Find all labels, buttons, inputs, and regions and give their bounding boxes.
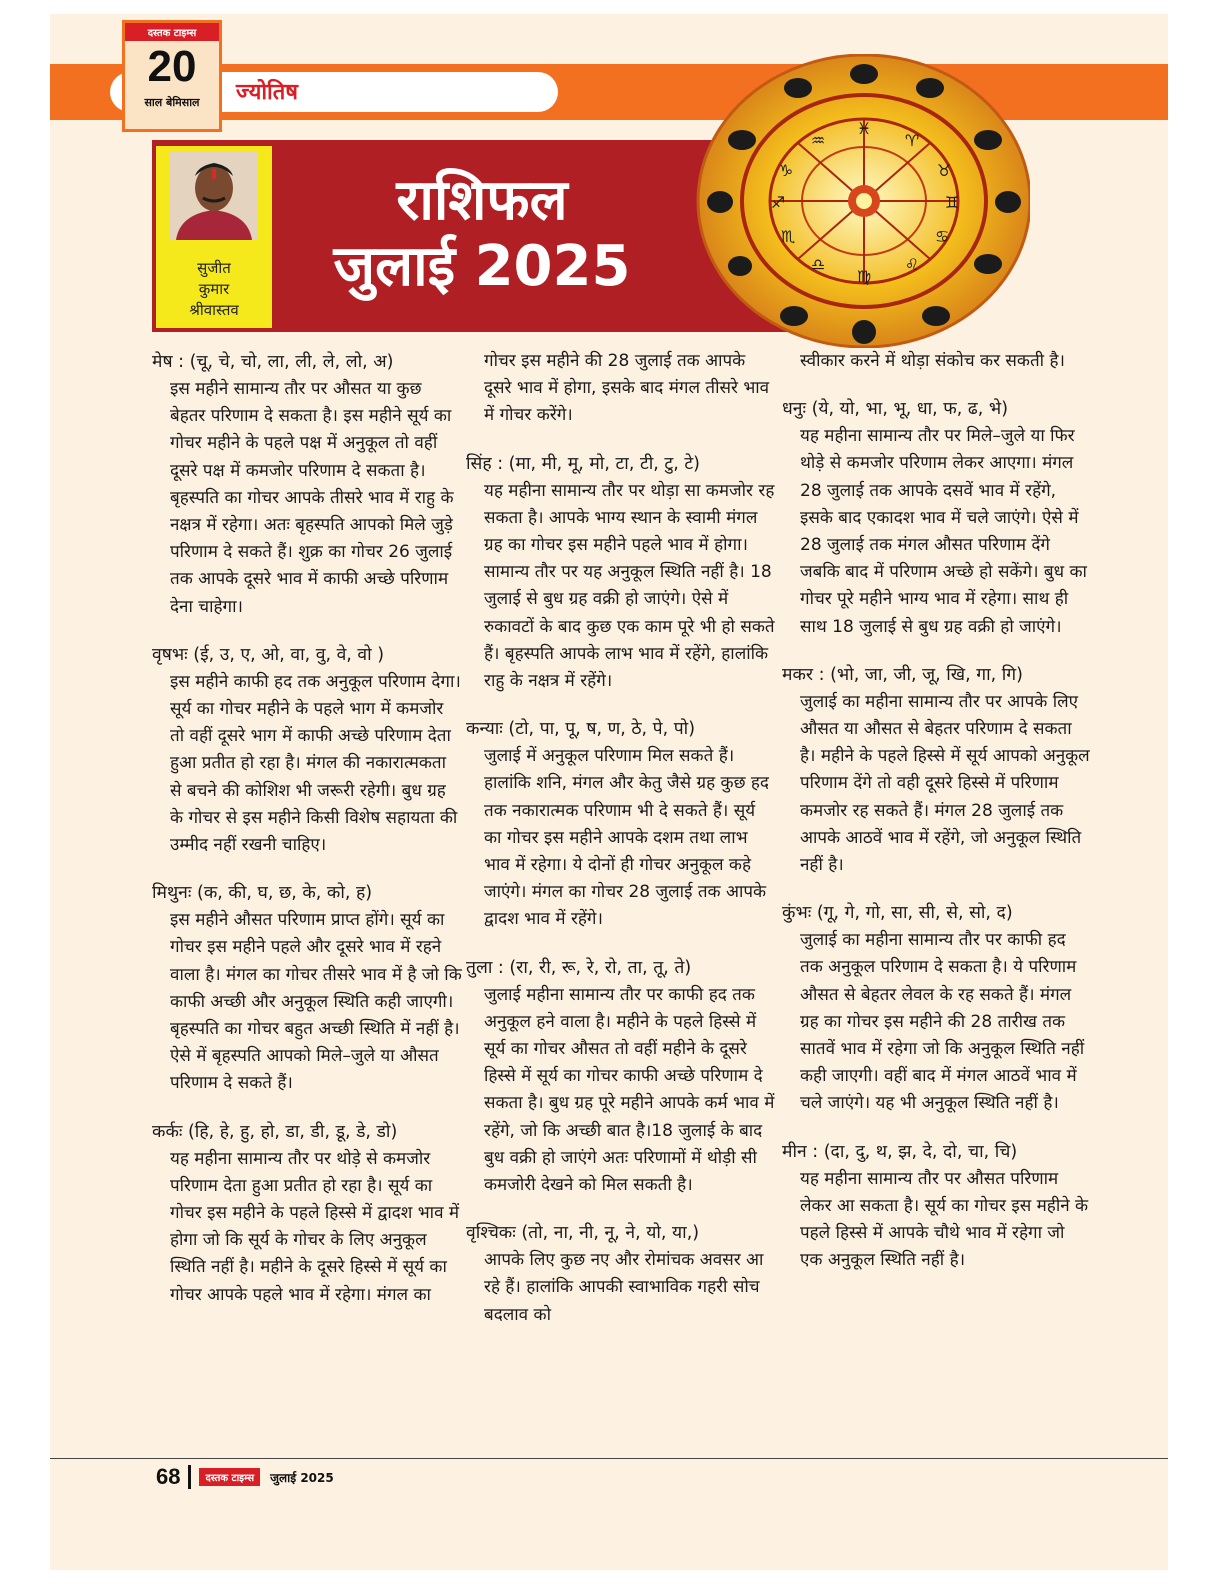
zodiac-wheel-image: [690, 54, 1030, 348]
svg-text:♊: ♊: [944, 193, 960, 212]
page-footer: [156, 1464, 334, 1490]
column-2: [466, 348, 776, 1349]
footer-divider: [50, 1458, 1168, 1459]
sign-heading: मेष : (चू, चे, चो, ला, ली, ले, लो, अ): [152, 352, 394, 372]
section-label: ज्योतिष: [236, 80, 298, 105]
sign-heading: कन्याः (टो, पा, पू, ष, ण, ठे, पे, पो): [466, 719, 696, 740]
sign-text: जुलाई का महीना सामान्य तौर पर काफी हद तक अनुकूल परिणाम दे सकता है। ये परिणाम औसत से बेहतर लेवल के रह सकते हैं। मंगल ग्रह का गोचर इस महीने की 28 तारीख तक सातवें भाव में रहेगा जो कि अनुकूल स्थिति नहीं कही जाएगी। वहीं बाद में मंगल आठवें भाव में चले जाएंगे। यह भी अनुकूल स्थिति नहीं है।: [800, 930, 1085, 1114]
sign-kark: [152, 1118, 462, 1309]
sign-text: जुलाई में अनुकूल परिणाम मिल सकते हैं। हालांकि शनि, मंगल और केतु जैसे ग्रह कुछ हद तक नकारात्मक परिणाम भी दे सकते हैं। सूर्य का गोचर इस महीने आपके दशम तथा लाभ भाव में रहेगा। ये दोनों ही गोचर अनुकूल कहे जाएंगे। मंगल का गोचर 28 जुलाई तक आपके द्वादश भाव में रहेंगे।: [484, 746, 769, 930]
svg-text:♑: ♑: [778, 161, 794, 180]
author-name-line1: सुजीत: [197, 259, 231, 277]
svg-text:♒: ♒: [810, 131, 826, 150]
sign-dhanu: [782, 395, 1092, 641]
sign-heading: मिथुनः (क, की, घ, छ, के, को, ह): [152, 883, 373, 904]
footer-magazine-name: दस्तक टाइम्स: [199, 1468, 260, 1486]
title-line2: जुलाई 2025: [333, 234, 631, 299]
column-3: [782, 348, 1092, 1294]
footer-issue: जुलाई 2025: [270, 1470, 334, 1485]
sign-heading: वृश्चिकः (तो, ना, नी, नू, ने, यो, या,): [466, 1223, 700, 1244]
sign-text: इस महीने काफी हद तक अनुकूल परिणाम देगा। सूर्य का गोचर महीने के पहले भाग में कमजोर तो वहीं दूसरे भाग में काफी अच्छे परिणाम देता हुआ प्रतीत हो रहा है। मंगल की नकारात्मकता से बचने की कोशिश भी जरूरी रहेगी। बुध ग्रह के गोचर से इस महीने किसी विशेष सहायता की उम्मीद नहीं रखनी चाहिए।: [170, 671, 461, 856]
author-name-line2: कुमार: [198, 280, 230, 298]
sign-vrishchik: [466, 1219, 776, 1329]
magazine-page: [50, 14, 1168, 1570]
sign-text-continued: गोचर इस महीने की 28 जुलाई तक आपके दूसरे भाव में होगा, इसके बाद मंगल तीसरे भाव में गोचर करेंगे।: [484, 351, 770, 426]
sign-heading: कुंभः (गू, गे, गो, सा, सी, से, सो, द): [782, 903, 1013, 924]
anniversary-badge: [122, 20, 222, 132]
sign-text: आपके लिए कुछ नए और रोमांचक अवसर आ रहे हैं। हालांकि आपकी स्वाभाविक गहरी सोच बदलाव को: [484, 1250, 764, 1325]
svg-text:♓: ♓: [856, 119, 872, 138]
footer-separator: [188, 1465, 191, 1489]
svg-text:♎: ♎: [810, 255, 826, 274]
sign-text: जुलाई का महीना सामान्य तौर पर आपके लिए औसत या औसत से बेहतर परिणाम दे सकता है। महीने के पहले हिस्से में सूर्य आपको अनुकूल परिणाम देंगे तो वही दूसरे हिस्से में परिणाम कमजोर रह सकते हैं। मंगल 28 जुलाई तक आपके आठवें भाव में रहेंगे, जो अनुकूल स्थिति नहीं है।: [800, 691, 1090, 876]
sign-heading: मीन : (दा, दु, थ, झ, दे, दो, चा, चि): [782, 1141, 1018, 1162]
sign-kumbh: [782, 899, 1092, 1117]
svg-text:♏: ♏: [780, 227, 796, 246]
sign-heading: मकर : (भो, जा, जी, जू, खि, गा, गि): [782, 664, 1023, 685]
badge-subtitle: साल बेमिसाल: [144, 96, 200, 109]
sign-text: यह महीना सामान्य तौर पर औसत परिणाम लेकर आ सकता है। सूर्य का गोचर इस महीने के पहले हिस्से में आपके चौथे भाव में रहेगा जो एक अनुकूल स्थिति नहीं है।: [800, 1168, 1089, 1271]
svg-text:♈: ♈: [904, 131, 920, 150]
column-1: [152, 348, 462, 1329]
sign-text: यह महीना सामान्य तौर पर थोड़ा सा कमजोर रह सकता है। आपके भाग्य स्थान के स्वामी मंगल ग्रह का गोचर इस महीने पहले भाव में होगा। सामान्य तौर पर यह अनुकूल स्थिति नहीं है। 18 जुलाई से बुध ग्रह वक्री हो जाएंगे। ऐसे में रुकावटों के बाद कुछ एक काम पूरे भी हो सकते हैं। बृहस्पति आपके लाभ भाव में रहेंगे, हालांकि राहु के नक्षत्र में रहेंगे।: [484, 480, 775, 692]
sign-text: जुलाई महीना सामान्य तौर पर काफी हद तक अनुकूल हने वाला है। महीने के पहले हिस्से में सूर्य का गोचर औसत तो वहीं महीने के दूसरे हिस्से में सूर्य का गोचर काफी अच्छे परिणाम दे सकता है। बुध ग्रह पूरे महीने आपके कर्म भाव में रहेंगे, जो कि अच्छी बात है।18 जुलाई के बाद बुध वक्री हो जाएंगे अतः परिणामों में थोड़ी सी कमजोरी देखने को मिल सकती है।: [484, 984, 775, 1196]
author-name-line3: श्रीवास्तव: [189, 301, 239, 319]
sign-heading: कर्कः (हि, हे, हु, हो, डा, डी, डू, डे, डो): [152, 1121, 398, 1142]
sign-vrishabh: [152, 641, 462, 859]
sign-kanya: [466, 715, 776, 933]
author-box: [156, 146, 272, 328]
svg-text:♉: ♉: [936, 161, 952, 180]
sign-meen: [782, 1138, 1092, 1275]
sign-heading: धनुः (ये, यो, भा, भू, धा, फ, ढ, भे): [782, 399, 1009, 420]
title-line1: राशिफल: [396, 168, 568, 233]
page-title: [302, 168, 662, 300]
sign-singh: [466, 450, 776, 696]
sign-tula: [466, 954, 776, 1200]
sign-text: यह महीना सामान्य तौर पर मिले–जुले या फिर थोड़े से कमजोर परिणाम लेकर आएगा। मंगल 28 जुलाई तक आपके दसवें भाव में रहेंगे, इसके बाद एकादश भाव में चले जाएंगे। ऐसे में 28 जुलाई तक मंगल औसत परिणाम देंगे जबकि बाद में परिणाम अच्छे हो सकेंगे। बुध का गोचर पूरे महीने भाग्य भाव में रहेगा। साथ ही साथ 18 जुलाई से बुध ग्रह वक्री हो जाएंगे।: [800, 426, 1087, 637]
sign-mesh: [152, 348, 462, 621]
author-name: [156, 258, 272, 321]
badge-number: 20: [147, 42, 197, 91]
svg-text:♌: ♌: [904, 255, 920, 274]
svg-text:♋: ♋: [934, 227, 950, 246]
sign-text: इस महीने सामान्य तौर पर औसत या कुछ बेहतर परिणाम दे सकता है। इस महीने सूर्य का गोचर महीने के पहले पक्ष में अनुकूल तो वहीं दूसरे पक्ष में कमजोर परिणाम दे सकता है। बृहस्पति का गोचर आपके तीसरे भाव में राहु के नक्षत्र में रहेगा। अतः बृहस्पति आपको मिले जुड़े परिणाम दे सकते हैं। शुक्र का गोचर 26 जुलाई तक आपके दूसरे भाव में काफी अच्छे परिणाम देना चाहेगा।: [170, 379, 454, 617]
sign-heading: तुला : (रा, री, रू, रे, रो, ता, तू, ते): [466, 957, 692, 978]
sign-mithun: [152, 879, 462, 1097]
sign-text-continued: स्वीकार करने में थोड़ा संकोच कर सकती है।: [800, 351, 1065, 371]
sign-text: यह महीना सामान्य तौर पर थोड़े से कमजोर परिणाम देता हुआ प्रतीत हो रहा है। सूर्य का गोचर इस महीने के पहले हिस्से में द्वादश भाव में होगा जो कि सूर्य के गोचर के लिए अनुकूल स्थिति नहीं है। महीने के दूसरे हिस्से में सूर्य का गोचर आपके पहले भाव में रहेगा। मंगल का: [170, 1148, 460, 1305]
sign-heading: वृषभः (ई, उ, ए, ओ, वा, वु, वे, वो ): [152, 644, 385, 665]
badge-magazine-name: दस्तक टाइम्स: [125, 23, 219, 41]
svg-text:♐: ♐: [770, 193, 786, 212]
svg-text:♍: ♍: [856, 267, 872, 286]
author-photo: [170, 152, 258, 240]
sign-makar: [782, 661, 1092, 879]
page-number: 68: [156, 1464, 181, 1489]
sign-text: इस महीने औसत परिणाम प्राप्त होंगे। सूर्य का गोचर इस महीने पहले और दूसरे भाव में रहने वाला है। मंगल का गोचर तीसरे भाव में है जो कि काफी अच्छी और अनुकूल स्थिति कही जाएगी। बृहस्पति का गोचर बहुत अच्छी स्थिति में नहीं है। ऐसे में बृहस्पति आपको मिले–जुले या औसत परिणाम दे सकते हैं।: [170, 910, 462, 1094]
sign-heading: सिंह : (मा, मी, मू, मो, टा, टी, टु, टे): [466, 453, 701, 474]
